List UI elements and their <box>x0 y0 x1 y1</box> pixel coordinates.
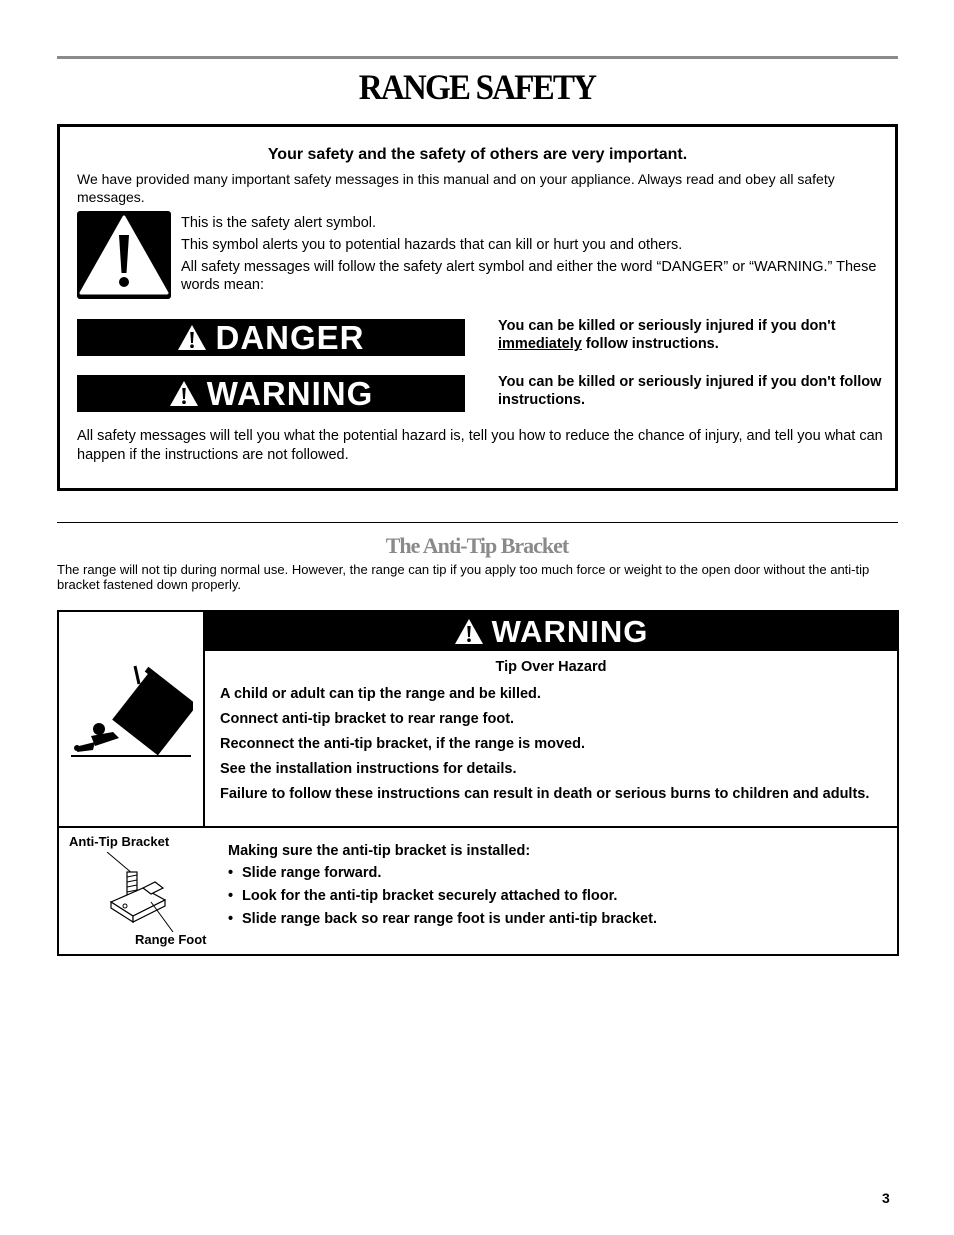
safety-message-box <box>57 124 898 491</box>
install-step: • Look for the anti-tip bracket securely attached to floor. <box>228 887 868 905</box>
safety-footer: All safety messages will tell you what the potential hazard is, tell you how to reduce the chance of injury, and tell you what can happen if the instructions are not followed. <box>77 428 883 463</box>
install-step: • Slide range forward. <box>228 864 868 882</box>
install-check <box>228 842 868 933</box>
warning-triangle-icon <box>177 324 207 351</box>
warning-label: WARNING <box>491 613 649 649</box>
warning-triangle-icon <box>454 618 484 645</box>
hazard-line: A child or adult can tip the range and be killed. <box>220 686 541 702</box>
hazard-illustration-cell <box>59 612 205 826</box>
danger-label: DANGER <box>215 318 365 356</box>
hazard-line: See the installation instructions for details. <box>220 761 517 777</box>
warning-banner <box>205 612 897 651</box>
install-step: • Slide range back so rear range foot is under anti-tip bracket. <box>228 910 868 928</box>
danger-banner <box>77 319 465 356</box>
section-title: The Anti-Tip Bracket <box>385 533 569 558</box>
safety-intro: We have provided many important safety messages in this manual and on your appliance. Always read and obey all safety messages. <box>77 171 835 205</box>
hazard-title: Tip Over Hazard <box>495 659 607 675</box>
warning-definition: You can be killed or seriously injured if you don't follow instructions. <box>498 374 882 408</box>
hazard-line: Reconnect the anti-tip bracket, if the range is moved. <box>220 736 585 752</box>
install-heading: Making sure the anti-tip bracket is installed: <box>228 843 531 859</box>
install-steps <box>228 864 868 928</box>
page-title: RANGE SAFETY <box>358 67 596 107</box>
section-rule <box>57 522 898 523</box>
symbol-line: This symbol alerts you to potential hazards that can kill or hurt you and others. <box>181 237 683 253</box>
symbol-explanation <box>181 214 881 298</box>
bracket-label: Anti-Tip Bracket <box>69 834 170 849</box>
anti-tip-bracket-icon <box>99 852 209 932</box>
warning-label: WARNING <box>206 374 374 412</box>
symbol-line: All safety messages will follow the safety alert symbol and either the word “DANGER” or “WARNING.” These words mean: <box>181 259 877 293</box>
hazard-line: Failure to follow these instructions can result in death or serious burns to children and adults. <box>220 786 870 802</box>
warning-triangle-icon <box>169 380 199 407</box>
hazard-instructions <box>220 685 870 810</box>
safety-heading: Your safety and the safety of others are very important. <box>267 146 688 163</box>
page-number: 3 <box>882 1190 890 1206</box>
anti-tip-intro: The range will not tip during normal use. However, the range can tip if you apply too much force or weight to the open door without the anti-tip bracket fastened down properly. <box>57 562 870 592</box>
warning-banner <box>77 375 465 412</box>
emphasis-underline: immediately <box>498 336 582 352</box>
safety-alert-icon <box>77 211 171 299</box>
symbol-line: This is the safety alert symbol. <box>181 215 377 231</box>
top-rule <box>57 56 898 59</box>
anti-tip-warning-box <box>57 610 899 956</box>
tip-over-hazard-icon <box>69 660 193 760</box>
hazard-line: Connect anti-tip bracket to rear range foot. <box>220 711 515 727</box>
danger-definition: You can be killed or seriously injured if you don't immediately follow instructions. <box>498 318 836 352</box>
foot-label: Range Foot <box>135 932 207 947</box>
box-divider <box>59 826 897 828</box>
